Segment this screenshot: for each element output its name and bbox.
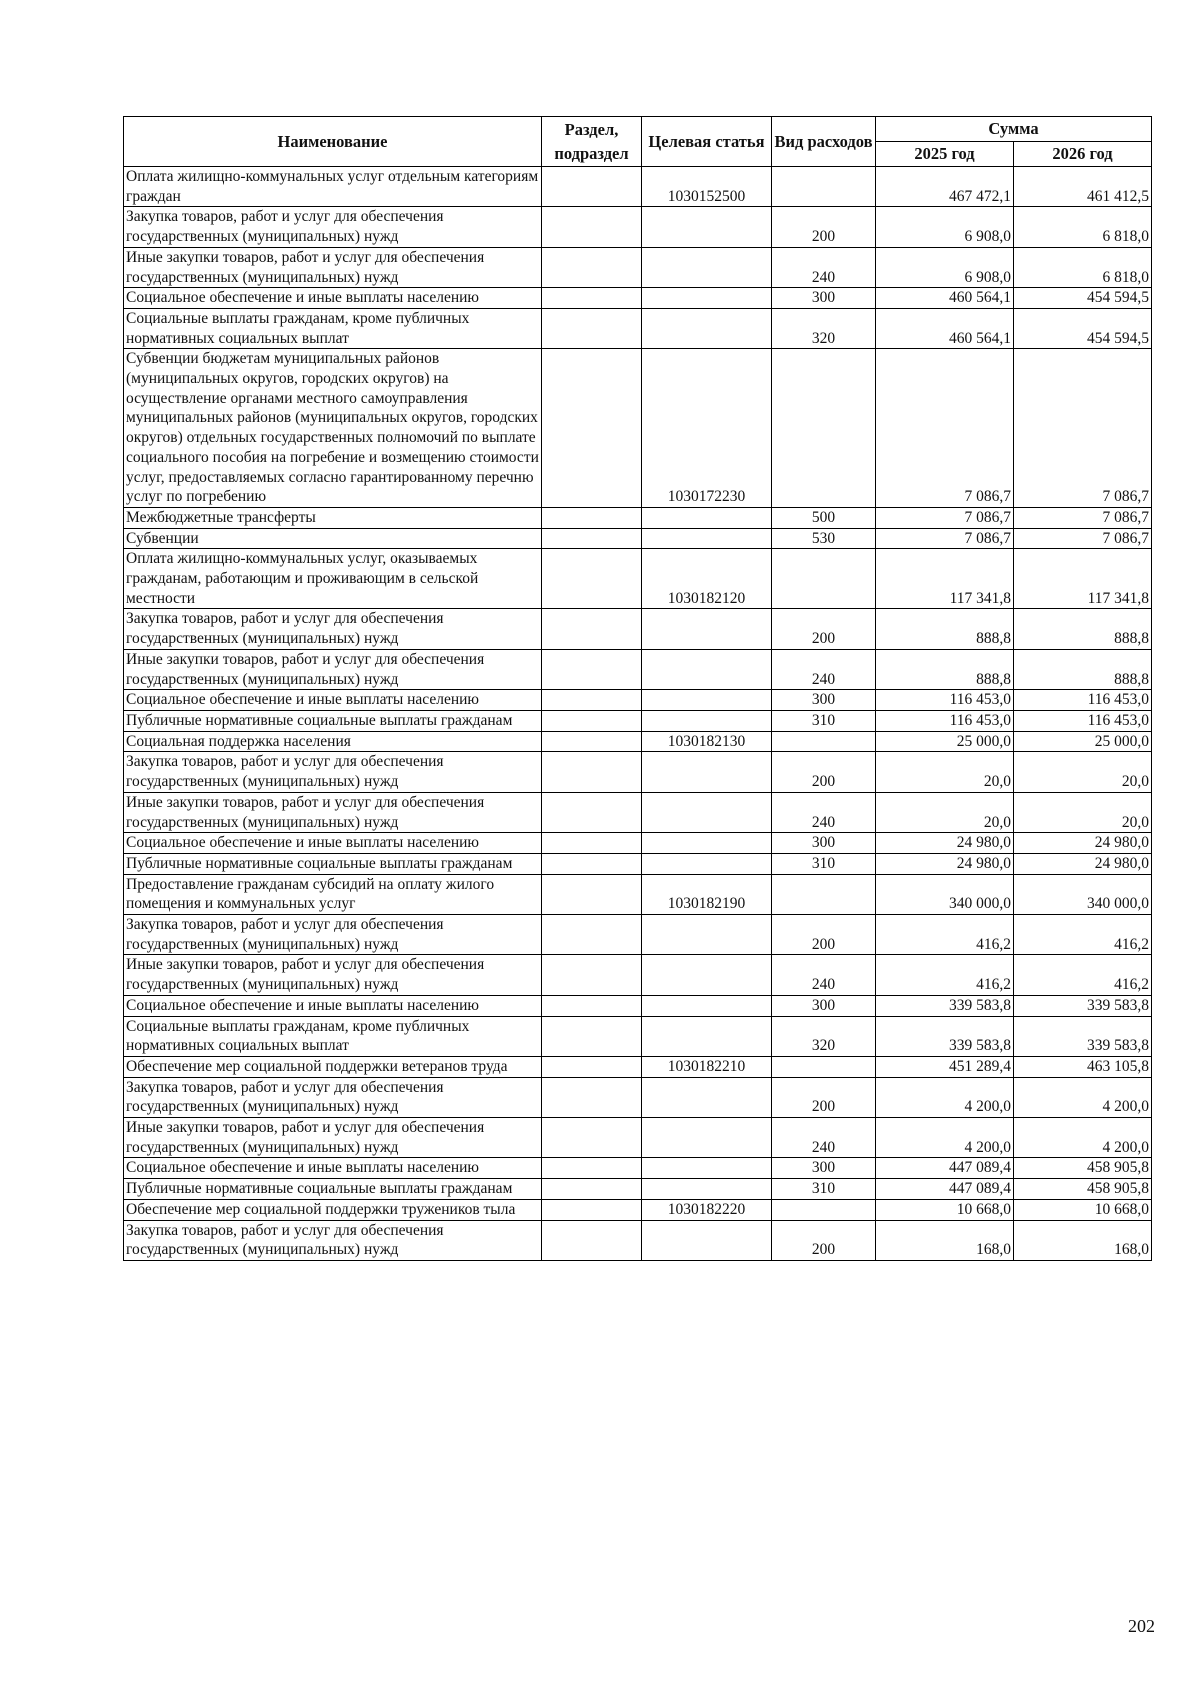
cell-name: Предоставление гражданам субсидий на оплату жилого помещения и коммунальных услуг bbox=[124, 874, 542, 914]
table-row bbox=[124, 731, 1152, 752]
cell-target bbox=[642, 915, 772, 955]
cell-target bbox=[642, 853, 772, 874]
cell-target bbox=[642, 1118, 772, 1158]
table-row bbox=[124, 528, 1152, 549]
cell-sum-2026: 117 341,8 bbox=[1014, 549, 1152, 609]
cell-target bbox=[642, 792, 772, 832]
table-row bbox=[124, 288, 1152, 309]
cell-section bbox=[542, 710, 642, 731]
cell-sum-2026: 888,8 bbox=[1014, 649, 1152, 689]
cell-expense-type: 240 bbox=[772, 955, 876, 995]
table-row bbox=[124, 710, 1152, 731]
cell-name: Социальное обеспечение и иные выплаты населению bbox=[124, 995, 542, 1016]
cell-sum-2026: 20,0 bbox=[1014, 752, 1152, 792]
cell-expense-type bbox=[772, 731, 876, 752]
cell-section bbox=[542, 549, 642, 609]
cell-expense-type: 240 bbox=[772, 792, 876, 832]
table-row bbox=[124, 649, 1152, 689]
cell-name: Иные закупки товаров, работ и услуг для обеспечения государственных (муниципальных) нужд bbox=[124, 1118, 542, 1158]
cell-section bbox=[542, 1056, 642, 1077]
cell-expense-type: 300 bbox=[772, 833, 876, 854]
cell-target bbox=[642, 995, 772, 1016]
cell-section bbox=[542, 649, 642, 689]
cell-name: Закупка товаров, работ и услуг для обеспечения государственных (муниципальных) нужд bbox=[124, 1220, 542, 1260]
cell-sum-2026: 116 453,0 bbox=[1014, 710, 1152, 731]
table-row bbox=[124, 1220, 1152, 1260]
cell-target bbox=[642, 308, 772, 348]
cell-target bbox=[642, 649, 772, 689]
table-row bbox=[124, 874, 1152, 914]
cell-sum-2026: 20,0 bbox=[1014, 792, 1152, 832]
cell-sum-2025: 117 341,8 bbox=[876, 549, 1014, 609]
header-sum: Сумма bbox=[876, 117, 1152, 142]
cell-sum-2025: 467 472,1 bbox=[876, 167, 1014, 207]
cell-section bbox=[542, 752, 642, 792]
cell-sum-2026: 454 594,5 bbox=[1014, 288, 1152, 309]
cell-target: 1030182210 bbox=[642, 1056, 772, 1077]
cell-name: Социальное обеспечение и иные выплаты населению bbox=[124, 288, 542, 309]
cell-name: Иные закупки товаров, работ и услуг для обеспечения государственных (муниципальных) нужд bbox=[124, 247, 542, 287]
cell-sum-2025: 20,0 bbox=[876, 752, 1014, 792]
table-row bbox=[124, 995, 1152, 1016]
cell-target bbox=[642, 833, 772, 854]
cell-expense-type: 240 bbox=[772, 649, 876, 689]
cell-expense-type: 240 bbox=[772, 1118, 876, 1158]
cell-name: Публичные нормативные социальные выплаты гражданам bbox=[124, 853, 542, 874]
header-target: Целевая статья bbox=[642, 117, 772, 167]
cell-name: Социальные выплаты гражданам, кроме публичных нормативных социальных выплат bbox=[124, 1016, 542, 1056]
cell-sum-2025: 451 289,4 bbox=[876, 1056, 1014, 1077]
cell-section bbox=[542, 955, 642, 995]
cell-section bbox=[542, 1158, 642, 1179]
cell-sum-2026: 4 200,0 bbox=[1014, 1077, 1152, 1117]
cell-sum-2025: 340 000,0 bbox=[876, 874, 1014, 914]
cell-sum-2025: 10 668,0 bbox=[876, 1199, 1014, 1220]
cell-section bbox=[542, 690, 642, 711]
cell-expense-type: 500 bbox=[772, 507, 876, 528]
cell-name: Субвенции bbox=[124, 528, 542, 549]
cell-sum-2025: 25 000,0 bbox=[876, 731, 1014, 752]
table-row bbox=[124, 1158, 1152, 1179]
cell-expense-type: 240 bbox=[772, 247, 876, 287]
cell-name: Иные закупки товаров, работ и услуг для обеспечения государственных (муниципальных) нужд bbox=[124, 649, 542, 689]
cell-target bbox=[642, 609, 772, 649]
cell-sum-2025: 460 564,1 bbox=[876, 288, 1014, 309]
table-row bbox=[124, 955, 1152, 995]
cell-name: Иные закупки товаров, работ и услуг для обеспечения государственных (муниципальных) нужд bbox=[124, 955, 542, 995]
cell-sum-2026: 416,2 bbox=[1014, 955, 1152, 995]
cell-sum-2026: 25 000,0 bbox=[1014, 731, 1152, 752]
table-row bbox=[124, 349, 1152, 508]
table-row bbox=[124, 507, 1152, 528]
cell-expense-type: 200 bbox=[772, 1220, 876, 1260]
cell-sum-2025: 6 908,0 bbox=[876, 207, 1014, 247]
cell-sum-2026: 4 200,0 bbox=[1014, 1118, 1152, 1158]
cell-sum-2025: 888,8 bbox=[876, 649, 1014, 689]
cell-name: Оплата жилищно-коммунальных услуг, оказываемых гражданам, работающим и проживающим в сельской местности bbox=[124, 549, 542, 609]
cell-target bbox=[642, 288, 772, 309]
cell-name: Закупка товаров, работ и услуг для обеспечения государственных (муниципальных) нужд bbox=[124, 207, 542, 247]
cell-target: 1030182220 bbox=[642, 1199, 772, 1220]
cell-expense-type bbox=[772, 1199, 876, 1220]
cell-sum-2026: 24 980,0 bbox=[1014, 853, 1152, 874]
cell-name: Иные закупки товаров, работ и услуг для обеспечения государственных (муниципальных) нужд bbox=[124, 792, 542, 832]
cell-expense-type: 300 bbox=[772, 1158, 876, 1179]
cell-expense-type: 310 bbox=[772, 853, 876, 874]
cell-sum-2025: 447 089,4 bbox=[876, 1158, 1014, 1179]
cell-expense-type bbox=[772, 349, 876, 508]
cell-section bbox=[542, 609, 642, 649]
cell-name: Субвенции бюджетам муниципальных районов (муниципальных округов, городских округов) на осуществление органами местного самоуправления муниципальных районов (муниципальных округов, городских округов) отдельных государственных полномочий по выплате социального пособия на погребение и возмещению стоимости услуг, предоставляемых согласно гарантированному перечню услуг по погребению bbox=[124, 349, 542, 508]
cell-sum-2025: 116 453,0 bbox=[876, 690, 1014, 711]
cell-name: Обеспечение мер социальной поддержки тружеников тыла bbox=[124, 1199, 542, 1220]
cell-sum-2026: 458 905,8 bbox=[1014, 1158, 1152, 1179]
cell-sum-2025: 116 453,0 bbox=[876, 710, 1014, 731]
cell-target bbox=[642, 710, 772, 731]
table-row bbox=[124, 853, 1152, 874]
cell-target bbox=[642, 247, 772, 287]
cell-section bbox=[542, 1199, 642, 1220]
cell-sum-2026: 24 980,0 bbox=[1014, 833, 1152, 854]
cell-sum-2026: 168,0 bbox=[1014, 1220, 1152, 1260]
cell-sum-2025: 4 200,0 bbox=[876, 1077, 1014, 1117]
cell-section bbox=[542, 853, 642, 874]
cell-sum-2025: 416,2 bbox=[876, 915, 1014, 955]
cell-expense-type: 300 bbox=[772, 995, 876, 1016]
cell-expense-type: 200 bbox=[772, 752, 876, 792]
table-row bbox=[124, 1077, 1152, 1117]
cell-name: Публичные нормативные социальные выплаты гражданам bbox=[124, 1179, 542, 1200]
cell-sum-2025: 416,2 bbox=[876, 955, 1014, 995]
cell-section bbox=[542, 1016, 642, 1056]
cell-section bbox=[542, 833, 642, 854]
cell-target bbox=[642, 1158, 772, 1179]
cell-sum-2026: 7 086,7 bbox=[1014, 507, 1152, 528]
cell-sum-2026: 6 818,0 bbox=[1014, 207, 1152, 247]
cell-target: 1030182130 bbox=[642, 731, 772, 752]
cell-expense-type bbox=[772, 549, 876, 609]
cell-section bbox=[542, 731, 642, 752]
table-row bbox=[124, 247, 1152, 287]
cell-name: Социальное обеспечение и иные выплаты населению bbox=[124, 690, 542, 711]
cell-section bbox=[542, 1077, 642, 1117]
cell-target bbox=[642, 528, 772, 549]
cell-target bbox=[642, 1179, 772, 1200]
header-name: Наименование bbox=[124, 117, 542, 167]
cell-name: Оплата жилищно-коммунальных услуг отдельным категориям граждан bbox=[124, 167, 542, 207]
cell-sum-2025: 339 583,8 bbox=[876, 995, 1014, 1016]
table-row bbox=[124, 690, 1152, 711]
cell-sum-2025: 7 086,7 bbox=[876, 349, 1014, 508]
header-section: Раздел, подраздел bbox=[542, 117, 642, 167]
cell-expense-type: 530 bbox=[772, 528, 876, 549]
cell-section bbox=[542, 207, 642, 247]
table-row bbox=[124, 1199, 1152, 1220]
header-expense-type: Вид расходов bbox=[772, 117, 876, 167]
cell-expense-type: 320 bbox=[772, 1016, 876, 1056]
cell-section bbox=[542, 995, 642, 1016]
cell-name: Закупка товаров, работ и услуг для обеспечения государственных (муниципальных) нужд bbox=[124, 609, 542, 649]
cell-target bbox=[642, 507, 772, 528]
cell-sum-2026: 339 583,8 bbox=[1014, 995, 1152, 1016]
cell-sum-2026: 7 086,7 bbox=[1014, 528, 1152, 549]
cell-section bbox=[542, 349, 642, 508]
cell-name: Социальное обеспечение и иные выплаты населению bbox=[124, 1158, 542, 1179]
cell-sum-2025: 20,0 bbox=[876, 792, 1014, 832]
cell-name: Закупка товаров, работ и услуг для обеспечения государственных (муниципальных) нужд bbox=[124, 1077, 542, 1117]
cell-expense-type: 200 bbox=[772, 915, 876, 955]
table-row bbox=[124, 1016, 1152, 1056]
table-row bbox=[124, 609, 1152, 649]
cell-sum-2026: 454 594,5 bbox=[1014, 308, 1152, 348]
cell-sum-2025: 24 980,0 bbox=[876, 833, 1014, 854]
cell-name: Социальные выплаты гражданам, кроме публичных нормативных социальных выплат bbox=[124, 308, 542, 348]
cell-sum-2025: 7 086,7 bbox=[876, 507, 1014, 528]
cell-name: Закупка товаров, работ и услуг для обеспечения государственных (муниципальных) нужд bbox=[124, 915, 542, 955]
cell-section bbox=[542, 1118, 642, 1158]
cell-target bbox=[642, 955, 772, 995]
cell-section bbox=[542, 874, 642, 914]
cell-sum-2026: 461 412,5 bbox=[1014, 167, 1152, 207]
header-row bbox=[124, 117, 1152, 142]
header-year-2025: 2025 год bbox=[876, 142, 1014, 167]
cell-target bbox=[642, 207, 772, 247]
cell-expense-type: 200 bbox=[772, 1077, 876, 1117]
table-row bbox=[124, 792, 1152, 832]
cell-section bbox=[542, 167, 642, 207]
cell-target bbox=[642, 1077, 772, 1117]
cell-sum-2025: 460 564,1 bbox=[876, 308, 1014, 348]
cell-section bbox=[542, 507, 642, 528]
cell-section bbox=[542, 1179, 642, 1200]
table-row bbox=[124, 1118, 1152, 1158]
cell-target: 1030182190 bbox=[642, 874, 772, 914]
cell-target bbox=[642, 1220, 772, 1260]
cell-section bbox=[542, 288, 642, 309]
cell-expense-type: 310 bbox=[772, 1179, 876, 1200]
cell-name: Социальная поддержка населения bbox=[124, 731, 542, 752]
cell-section bbox=[542, 247, 642, 287]
cell-name: Публичные нормативные социальные выплаты гражданам bbox=[124, 710, 542, 731]
cell-sum-2025: 888,8 bbox=[876, 609, 1014, 649]
cell-section bbox=[542, 792, 642, 832]
cell-sum-2026: 116 453,0 bbox=[1014, 690, 1152, 711]
cell-section bbox=[542, 308, 642, 348]
cell-expense-type bbox=[772, 167, 876, 207]
cell-sum-2025: 168,0 bbox=[876, 1220, 1014, 1260]
table-row bbox=[124, 1056, 1152, 1077]
table-row bbox=[124, 308, 1152, 348]
cell-expense-type: 300 bbox=[772, 288, 876, 309]
cell-expense-type: 300 bbox=[772, 690, 876, 711]
cell-target: 1030182120 bbox=[642, 549, 772, 609]
table-row bbox=[124, 1179, 1152, 1200]
cell-sum-2025: 6 908,0 bbox=[876, 247, 1014, 287]
cell-sum-2025: 4 200,0 bbox=[876, 1118, 1014, 1158]
cell-sum-2025: 339 583,8 bbox=[876, 1016, 1014, 1056]
cell-sum-2026: 10 668,0 bbox=[1014, 1199, 1152, 1220]
cell-expense-type: 310 bbox=[772, 710, 876, 731]
cell-target bbox=[642, 752, 772, 792]
table-row bbox=[124, 207, 1152, 247]
cell-sum-2026: 416,2 bbox=[1014, 915, 1152, 955]
cell-target bbox=[642, 690, 772, 711]
cell-name: Обеспечение мер социальной поддержки ветеранов труда bbox=[124, 1056, 542, 1077]
cell-sum-2026: 6 818,0 bbox=[1014, 247, 1152, 287]
table-row bbox=[124, 752, 1152, 792]
cell-name: Межбюджетные трансферты bbox=[124, 507, 542, 528]
table-row bbox=[124, 915, 1152, 955]
cell-target: 1030152500 bbox=[642, 167, 772, 207]
cell-expense-type: 200 bbox=[772, 207, 876, 247]
header-year-2026: 2026 год bbox=[1014, 142, 1152, 167]
table-row bbox=[124, 833, 1152, 854]
cell-sum-2026: 888,8 bbox=[1014, 609, 1152, 649]
cell-expense-type bbox=[772, 874, 876, 914]
cell-sum-2025: 7 086,7 bbox=[876, 528, 1014, 549]
cell-sum-2026: 339 583,8 bbox=[1014, 1016, 1152, 1056]
page-number: 202 bbox=[1128, 1616, 1155, 1636]
cell-sum-2025: 24 980,0 bbox=[876, 853, 1014, 874]
cell-expense-type: 200 bbox=[772, 609, 876, 649]
budget-table bbox=[123, 116, 1152, 1261]
cell-expense-type bbox=[772, 1056, 876, 1077]
cell-sum-2026: 458 905,8 bbox=[1014, 1179, 1152, 1200]
cell-section bbox=[542, 915, 642, 955]
cell-target: 1030172230 bbox=[642, 349, 772, 508]
cell-sum-2025: 447 089,4 bbox=[876, 1179, 1014, 1200]
table-row bbox=[124, 549, 1152, 609]
cell-section bbox=[542, 528, 642, 549]
cell-target bbox=[642, 1016, 772, 1056]
cell-expense-type: 320 bbox=[772, 308, 876, 348]
cell-sum-2026: 340 000,0 bbox=[1014, 874, 1152, 914]
cell-sum-2026: 7 086,7 bbox=[1014, 349, 1152, 508]
cell-name: Социальное обеспечение и иные выплаты населению bbox=[124, 833, 542, 854]
cell-sum-2026: 463 105,8 bbox=[1014, 1056, 1152, 1077]
cell-section bbox=[542, 1220, 642, 1260]
table-row bbox=[124, 167, 1152, 207]
cell-name: Закупка товаров, работ и услуг для обеспечения государственных (муниципальных) нужд bbox=[124, 752, 542, 792]
